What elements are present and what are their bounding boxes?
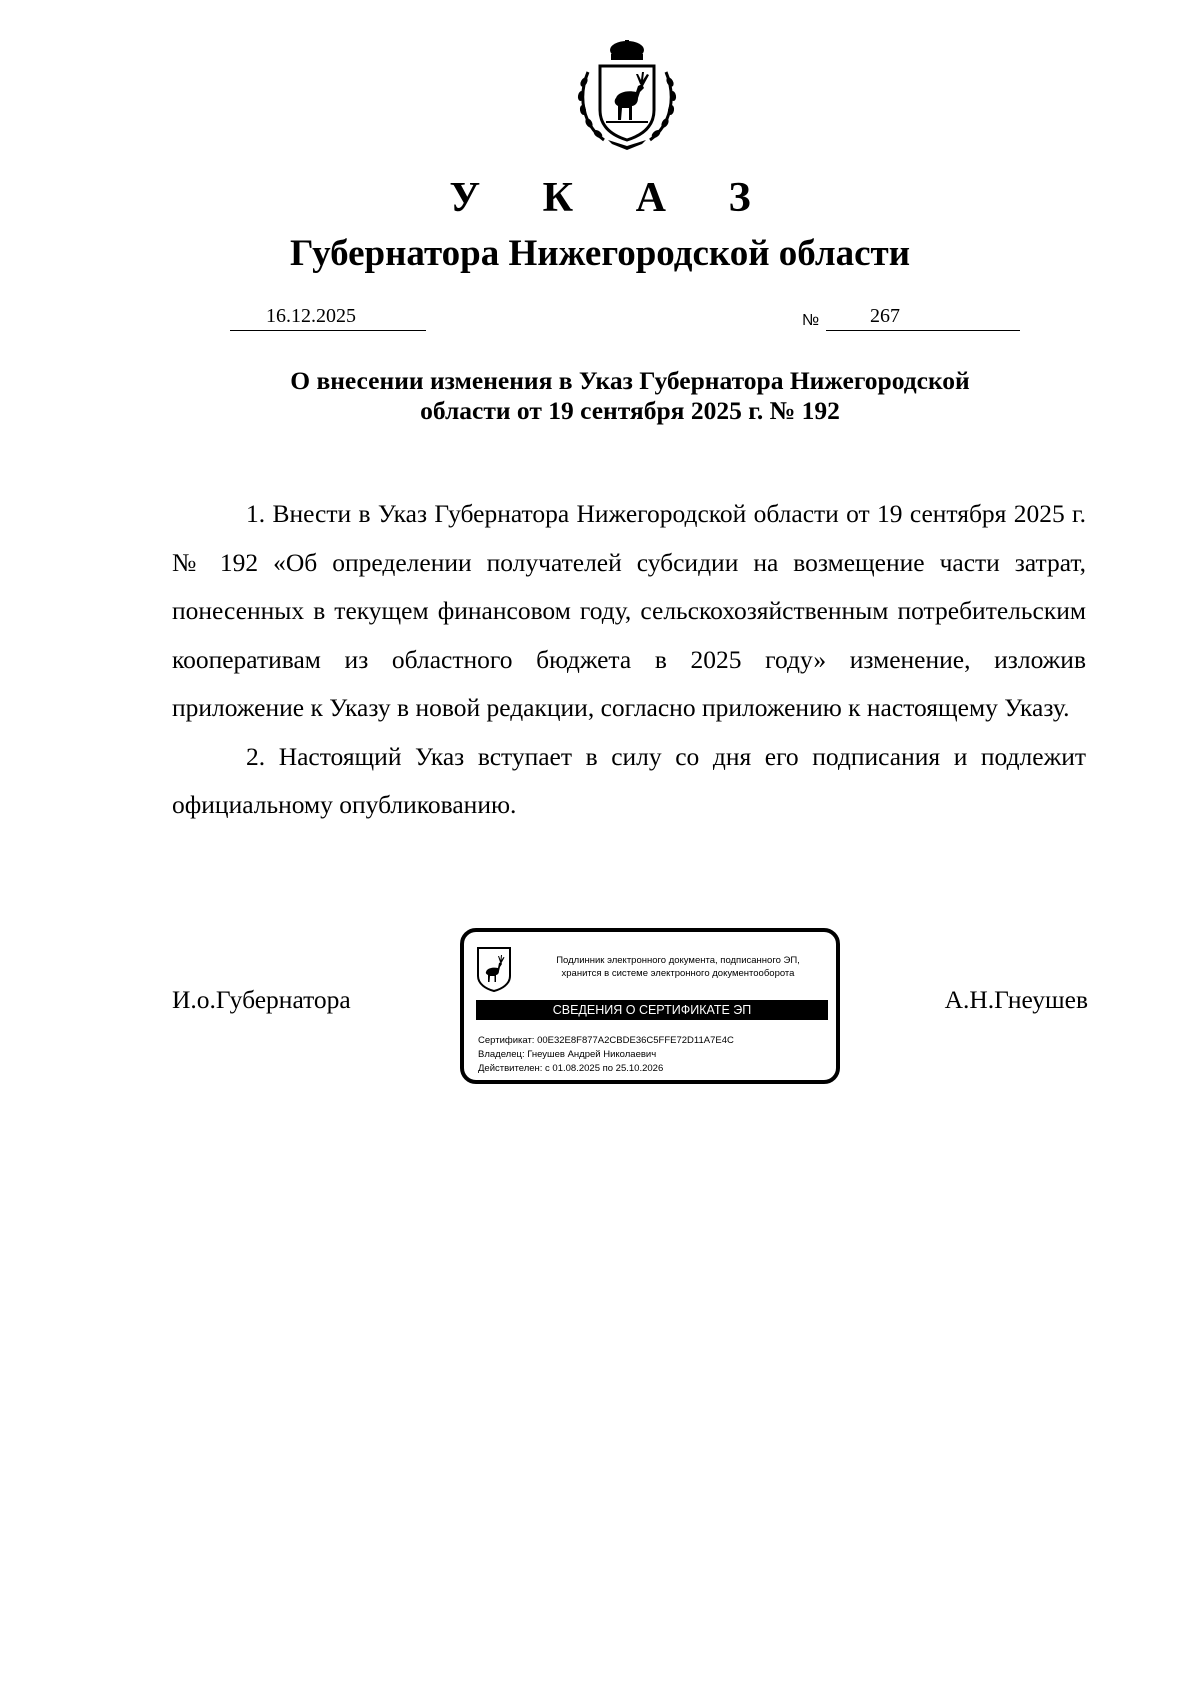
certificate-info: [478, 1034, 734, 1076]
stamp-note: [526, 954, 830, 980]
document-title: [0, 366, 1200, 426]
stamp-header: СВЕДЕНИЯ О СЕРТИФИКАТЕ ЭП: [476, 1000, 828, 1020]
decree-date: 16.12.2025: [266, 305, 356, 327]
coat-of-arms-emblem: [572, 40, 682, 150]
number-field: [826, 302, 1020, 331]
certificate-serial: Сертификат: 00E32E8F877A2CBDE36C5FFE72D11A7E4C: [478, 1035, 734, 1046]
paragraph-2: 2. Настоящий Указ вступает в силу со дня его подписания и подлежит официальному опубликованию.: [172, 741, 1086, 819]
number-label: №: [802, 312, 820, 329]
certificate-validity: Действителен: с 01.08.2025 по 25.10.2026: [478, 1063, 664, 1074]
coat-of-arms-icon: [476, 946, 512, 992]
document-title-line-1: О внесении изменения в Указ Губернатора Нижегородской: [290, 366, 970, 395]
signatory-position: И.о.Губернатора: [172, 985, 351, 1014]
decree-issuer: Губернатора Нижегородской области: [289, 233, 911, 274]
electronic-signature-stamp: [460, 928, 840, 1084]
certificate-owner: Владелец: Гнеушев Андрей Николаевич: [478, 1049, 657, 1060]
stamp-note-line-2: хранится в системе электронного документооборота: [561, 968, 795, 979]
decree-title: У К А З: [449, 175, 777, 221]
document-title-line-2: области от 19 сентября 2025 г. № 192: [420, 396, 840, 425]
signatory-name: А.Н.Гнеушев: [944, 985, 1088, 1014]
document-body: [172, 490, 1086, 830]
date-field: [230, 302, 426, 331]
stamp-note-line-1: Подлинник электронного документа, подписанного ЭП,: [556, 955, 800, 966]
paragraph-1: 1. Внести в Указ Губернатора Нижегородской области от 19 сентября 2025 г. № 192 «Об определении получателей субсидии на возмещение части затрат, понесенных в текущем финансовом году, сельскохозяйственным потребительским кооперативам из областного бюджета в 2025 году» изменение, изложив приложение к Указу в новой редакции, согласно приложению к настоящему Указу.: [172, 499, 1086, 722]
decree-number: 267: [870, 305, 900, 327]
